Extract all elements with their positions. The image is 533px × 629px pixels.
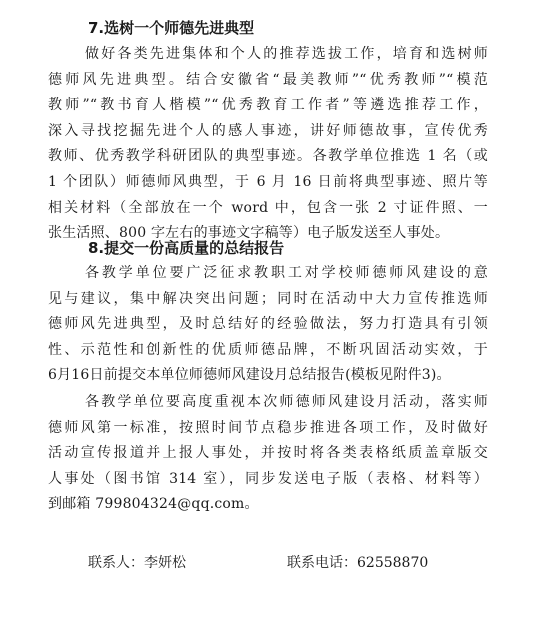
- section-7-paragraph: [48, 42, 488, 247]
- text-line: 教师”“教书育人楷模”“优秀教育工作者”等遴选推荐工作，: [48, 97, 488, 114]
- text-line: 各教学单位要广泛征求教职工对学校师德师风建设的意: [85, 265, 488, 281]
- section-heading-7: 7.选树一个师德先进典型: [88, 19, 255, 37]
- contact-person: 联系人：李妍松: [88, 555, 186, 571]
- text-line: 德师风第一标准，按照时间节点稳步推进各项工作，及时做好: [48, 419, 488, 436]
- text-line: 深入寻找挖掘先进个人的感人事迹，讲好师德故事，宣传优秀: [48, 122, 488, 139]
- text-line: 张生活照、800 字左右的事迹文字稿等）电子版发送至人事处。: [48, 225, 450, 242]
- text-line: 德师风先进典型。结合安徽省“最美教师”“优秀教师”“模范: [48, 71, 488, 88]
- text-line: 各教学单位要高度重视本次师德师风建设月活动，落实师: [85, 394, 488, 410]
- section-8-paragraph-1: [48, 261, 488, 389]
- text-line: 1 个团队）师德师风典型，于 6 月 16 日前将典型事迹、照片等: [48, 173, 488, 190]
- section-heading-8: 8.提交一份高质量的总结报告: [88, 239, 285, 257]
- contact-phone: 联系电话：62558870: [287, 555, 429, 571]
- text-line: 6月16日前提交本单位师德师风建设月总结报告(模板见附件3)。: [48, 367, 451, 384]
- text-line: 见与建议，集中解决突出问题；同时在活动中大力宣传推选师: [48, 290, 488, 307]
- text-line: 到邮箱 799804324@qq.com。: [48, 496, 259, 513]
- text-line: 活动宣传报道并上报人事处，并按时将各类表格纸质盖章版交: [48, 445, 488, 462]
- text-line: 德师风先进典型，及时总结好的经验做法，努力打造具有引领: [48, 316, 488, 333]
- text-line: 相关材料（全部放在一个 word 中，包含一张 2 寸证件照、一: [48, 199, 488, 216]
- text-line: 人事处（图书馆 314 室），同步发送电子版（表格、材料等）: [48, 470, 488, 487]
- text-line: 性、示范性和创新性的优质师德品牌，不断巩固活动实效，于: [48, 341, 488, 358]
- text-line: 教师、优秀教学科研团队的典型事迹。各教学单位推选 1 名（或: [48, 148, 488, 165]
- text-line: 做好各类先进集体和个人的推荐选拔工作，培育和选树师: [85, 46, 488, 62]
- section-8-paragraph-2: [48, 390, 488, 518]
